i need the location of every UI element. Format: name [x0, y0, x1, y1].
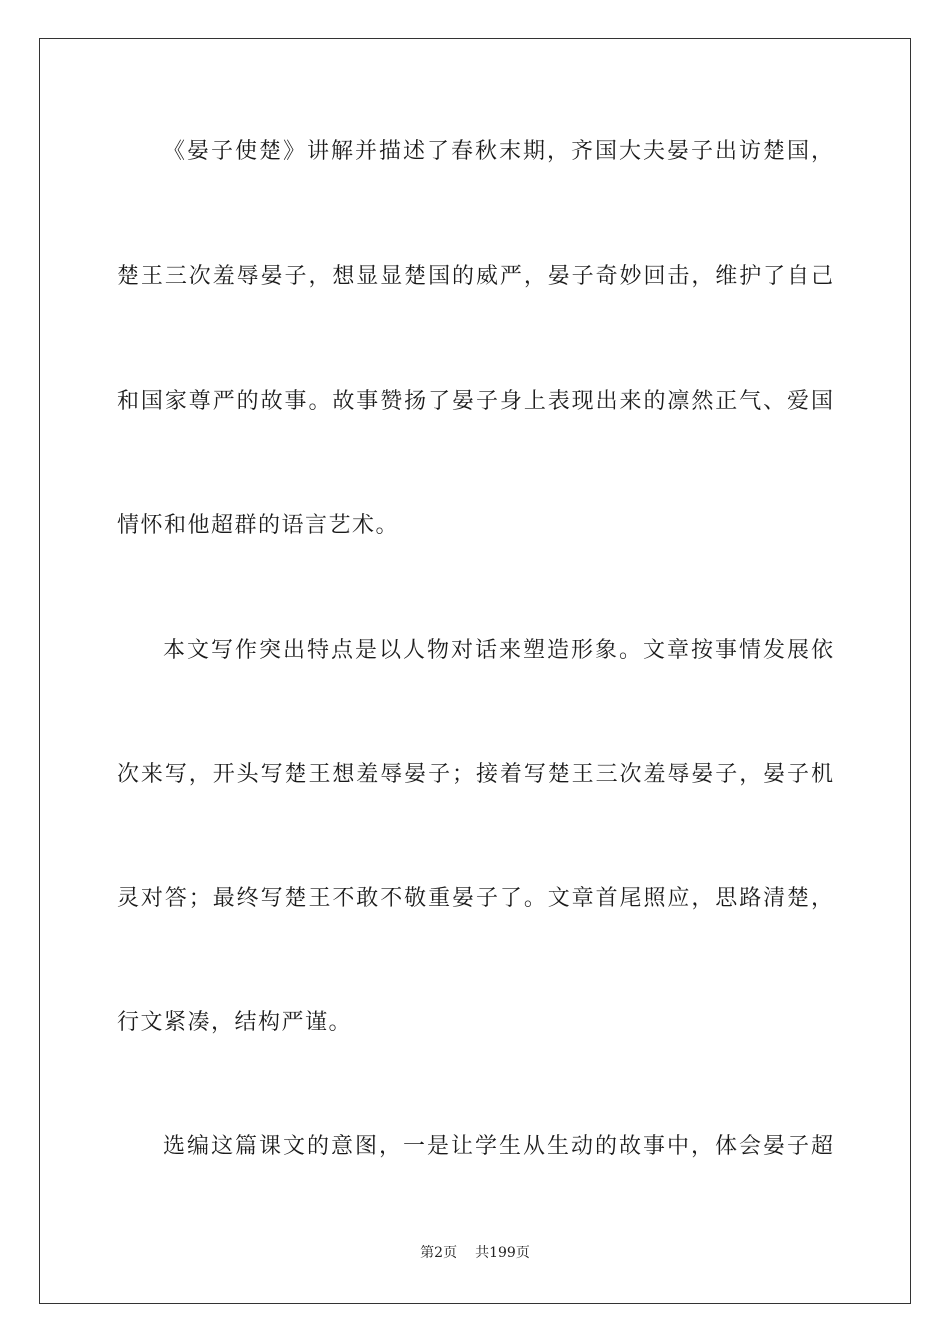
paragraph-3-line-1: 选编这篇课文的意图，一是让学生从生动的故事中，体会晏子超 — [163, 1134, 833, 1159]
page-footer — [0, 1244, 950, 1262]
page-number: 第2页 — [420, 1245, 458, 1261]
page-border — [39, 38, 911, 1304]
paragraph-1-line-3: 和国家尊严的故事。故事赞扬了晏子身上表现出来的凛然正气、爱国 — [117, 389, 833, 414]
paragraph-2-line-4: 行文紧凑，结构严谨。 — [117, 1010, 353, 1035]
paragraph-2-line-2: 次来写，开头写楚王想羞辱晏子；接着写楚王三次羞辱晏子，晏子机 — [117, 762, 833, 787]
paragraph-1-line-1: 《晏子使楚》讲解并描述了春秋末期，齐国大夫晏子出访楚国， — [163, 139, 833, 164]
paragraph-1-line-2: 楚王三次羞辱晏子，想显显楚国的威严，晏子奇妙回击，维护了自己 — [117, 264, 833, 289]
paragraph-2-line-1: 本文写作突出特点是以人物对话来塑造形象。文章按事情发展依 — [163, 638, 833, 663]
paragraph-2-line-3: 灵对答；最终写楚王不敢不敬重晏子了。文章首尾照应，思路清楚， — [117, 886, 833, 911]
paragraph-1-line-4: 情怀和他超群的语言艺术。 — [117, 513, 400, 538]
page-total: 共199页 — [475, 1245, 530, 1261]
